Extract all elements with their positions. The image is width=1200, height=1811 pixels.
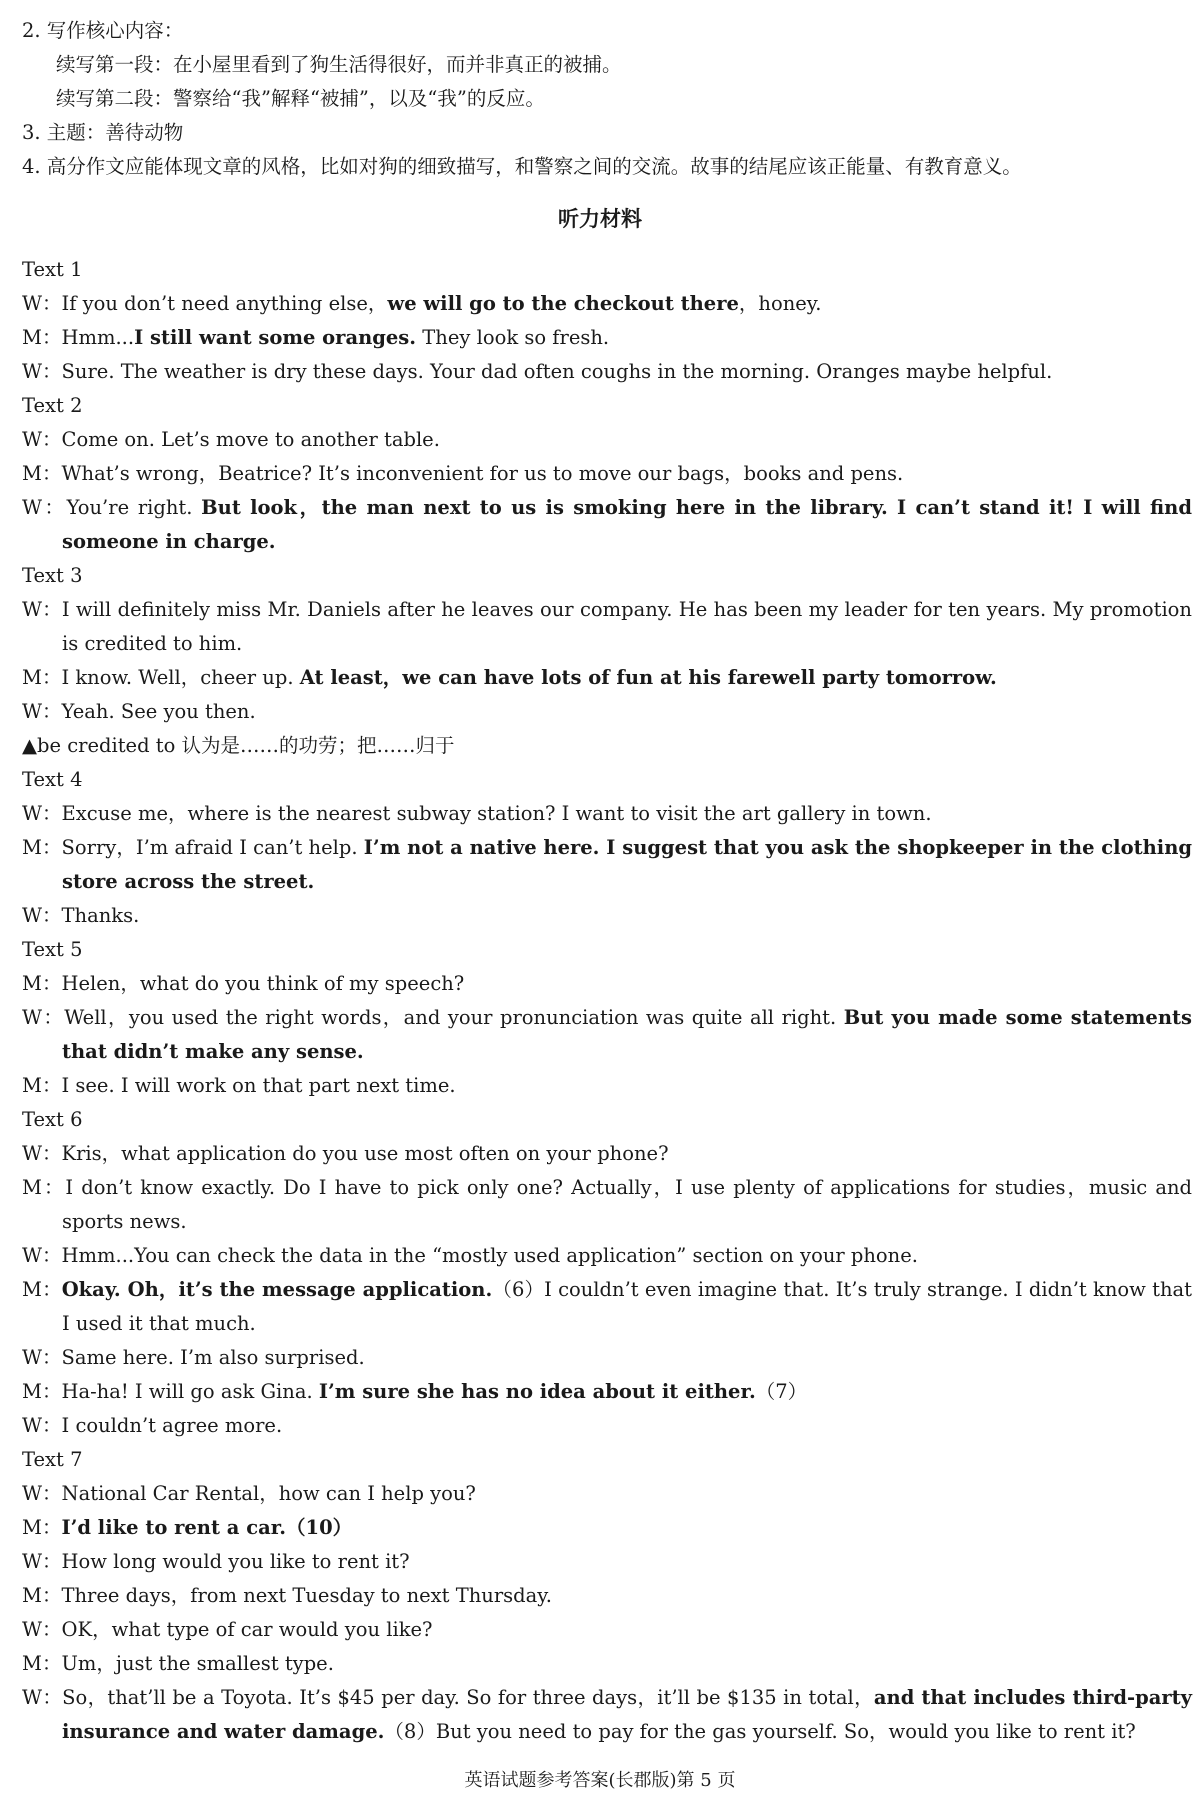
text-4-line-1: W：Excuse me，where is the nearest subway station? I want to visit the art gallery in town. — [22, 802, 932, 825]
key-sentence: I’m not a native here. I suggest that you ask the shopkeeper in the clothing store across the street. — [62, 836, 1193, 893]
text-1-line-1 — [22, 287, 1176, 321]
key-sentence: I’m sure she has no idea about it either. — [318, 1380, 756, 1403]
text-segment: W：If you don’t need anything else， — [22, 292, 388, 315]
text-2-line-1: W：Come on. Let’s move to another table. — [22, 428, 440, 451]
text-7-line-1: W：National Car Rental，how can I help you? — [22, 1482, 476, 1505]
text-segment: W：So，that’ll be a Toyota. It’s $45 per day. So for three days，it’ll be $135 in total， — [22, 1686, 874, 1709]
text-6-line-4 — [22, 1273, 1192, 1341]
text-6-line-2: M：I don’t know exactly. Do I have to pick only one? Actually，I use plenty of applications for studies，music and sports news. — [22, 1176, 1192, 1233]
text-segment: M： — [22, 1278, 62, 1301]
text-6-line-3: W：Hmm...You can check the data in the “mostly used application” section on your phone. — [22, 1244, 918, 1267]
text-segment: W：You’re right. — [22, 496, 202, 519]
text-6-line-1: W：Kris，what application do you use most often on your phone? — [22, 1142, 669, 1165]
text-segment: M：Sorry，I’m afraid I can’t help. — [22, 836, 364, 859]
key-sentence: But you made some statements that didn’t make any sense. — [62, 1006, 1192, 1063]
text-7-line-3: W：How long would you like to rent it? — [22, 1550, 410, 1573]
text-segment: ，honey. — [738, 292, 822, 315]
text-6-line-7: W：I couldn’t agree more. — [22, 1414, 283, 1437]
text-5-title: Text 5 — [22, 938, 83, 961]
text-segment: M：Ha-ha! I will go ask Gina. — [22, 1380, 319, 1403]
question-number: （10） — [286, 1516, 353, 1539]
text-7-title: Text 7 — [22, 1448, 83, 1471]
text-segment: M：Hmm... — [22, 326, 135, 349]
text-3-line-1: W：I will definitely miss Mr. Daniels after he leaves our company. He has been my leader for ten years. My promotion is credited to him. — [22, 598, 1192, 655]
text-5-line-2 — [22, 1001, 1192, 1069]
page-footer: 英语试题参考答案(长郡版)第 5 页 — [464, 1770, 736, 1791]
text-segment: （8）But you need to pay for the gas yourself. So，would you like to rent it? — [384, 1720, 1136, 1743]
key-sentence: I still want some oranges. — [134, 326, 417, 349]
text-4-line-3: W：Thanks. — [22, 904, 140, 927]
text-1-line-2 — [22, 321, 1176, 355]
vocab-note: ▲be credited to 认为是……的功劳；把……归于 — [22, 734, 455, 757]
text-3-line-3: W：Yeah. See you then. — [22, 700, 256, 723]
text-2-line-2: M：What’s wrong，Beatrice? It’s inconvenient for us to move our bags，books and pens. — [22, 462, 904, 485]
text-1-line-3: W：Sure. The weather is dry these days. Your dad often coughs in the morning. Oranges maybe helpful. — [22, 360, 1053, 383]
text-3-title: Text 3 — [22, 564, 83, 587]
text-4-line-2 — [22, 831, 1192, 899]
text-segment: （6）I couldn’t even imagine that. It’s truly strange. I didn’t know that I used it that much. — [62, 1278, 1192, 1335]
note-item-3: 3. 主题：善待动物 — [22, 121, 184, 144]
section-title: 听力材料 — [558, 207, 642, 231]
key-sentence: and that includes third-party insurance and water damage. — [62, 1686, 1192, 1743]
text-segment: They look so fresh. — [416, 326, 610, 349]
text-7-line-2 — [22, 1511, 1176, 1545]
text-7-line-4: M：Three days，from next Tuesday to next Thursday. — [22, 1584, 552, 1607]
text-2-line-3 — [22, 491, 1192, 559]
key-sentence: At least，we can have lots of fun at his farewell party tomorrow. — [299, 666, 997, 689]
note-item-2-para1: 续写第一段：在小屋里看到了狗生活得很好，而并非真正的被捕。 — [56, 53, 622, 76]
key-sentence: Okay. Oh，it’s the message application. — [61, 1278, 493, 1301]
text-5-line-1: M：Helen，what do you think of my speech? — [22, 972, 465, 995]
text-6-line-5: W：Same here. I’m also surprised. — [22, 1346, 365, 1369]
text-7-line-7 — [22, 1681, 1192, 1749]
note-item-4: 4. 高分作文应能体现文章的风格，比如对狗的细致描写，和警察之间的交流。故事的结尾应该正能量、有教育意义。 — [22, 155, 1022, 178]
text-1-title: Text 1 — [22, 258, 83, 281]
text-5-line-3: M：I see. I will work on that part next time. — [22, 1074, 456, 1097]
question-number: （7） — [755, 1380, 808, 1403]
key-sentence: we will go to the checkout there — [387, 292, 739, 315]
text-7-line-5: W：OK，what type of car would you like? — [22, 1618, 433, 1641]
text-7-line-6: M：Um，just the smallest type. — [22, 1652, 334, 1675]
note-item-2-para2: 续写第二段：警察给“我”解释“被捕”，以及“我”的反应。 — [56, 87, 545, 110]
text-6-title: Text 6 — [22, 1108, 83, 1131]
key-sentence: But look，the man next to us is smoking here in the library. I can’t stand it! I will find someone in charge. — [62, 496, 1192, 553]
key-sentence: I’d like to rent a car. — [61, 1516, 286, 1539]
text-6-line-6 — [22, 1375, 1176, 1409]
text-segment: M：I know. Well，cheer up. — [22, 666, 300, 689]
text-4-title: Text 4 — [22, 768, 83, 791]
text-segment: M： — [22, 1516, 62, 1539]
text-3-line-2 — [22, 661, 1176, 695]
text-segment: W：Well，you used the right words，and your pronunciation was quite all right. — [22, 1006, 844, 1029]
text-2-title: Text 2 — [22, 394, 83, 417]
note-item-2: 2. 写作核心内容： — [22, 19, 184, 42]
